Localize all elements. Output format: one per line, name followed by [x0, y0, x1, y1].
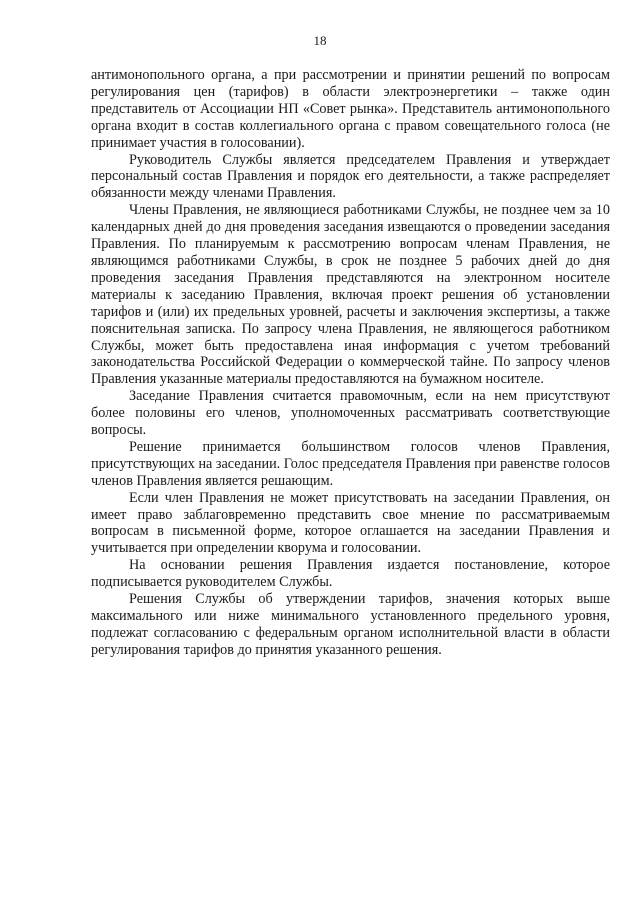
paragraph-2: Руководитель Службы является председателем Правления и утверждает персональный состав Правления и порядок его деятельности, а также распределяет обязанности между членами Правления.: [91, 151, 610, 202]
paragraph-3: Члены Правления, не являющиеся работниками Службы, не позднее чем за 10 календарных дней до дня проведения заседания извещаются о проведении заседания Правления. По планируемым к рассмотрению вопросам членам Правления, не являющимся работниками Службы, в срок не позднее 5 рабочих дней до дня проведения заседания Правления представляются на электронном носителе материалы к заседанию Правления, включая проект решения об установлении тарифов и (или) их предельных уровней, расчеты и заключения экспертизы, а также пояснительная записка. По запросу члена Правления, не являющегося работником Службы, может быть предоставлена иная информация с учетом требований законодательства Российской Федерации о коммерческой тайне. По запросу членов Правления указанные материалы предоставляются на бумажном носителе.: [91, 202, 610, 388]
document-body: [91, 67, 610, 659]
paragraph-7: На основании решения Правления издается постановление, которое подписывается руководителем Службы.: [91, 557, 610, 591]
paragraph-5: Решение принимается большинством голосов членов Правления, присутствующих на заседании. Голос председателя Правления при равенстве голосов членов Правления является решающим.: [91, 438, 610, 489]
paragraph-6: Если член Правления не может присутствовать на заседании Правления, он имеет право заблаговременно представить свое мнение по рассматриваемым вопросам в письменной форме, которое оглашается на заседании Правления и учитывается при определении кворума и голосовании.: [91, 489, 610, 557]
paragraph-4: Заседание Правления считается правомочным, если на нем присутствуют более половины его членов, уполномоченных рассматривать соответствующие вопросы.: [91, 388, 610, 439]
page-number: 18: [313, 33, 327, 48]
paragraph-1: антимонопольного органа, а при рассмотрении и принятии решений по вопросам регулирования цен (тарифов) в области электроэнергетики – также один представитель от Ассоциации НП «Совет рынка». Представитель антимонопольного органа входит в состав коллегиального органа с правом совещательного голоса (не принимает участия в голосовании).: [91, 67, 610, 151]
paragraph-8: Решения Службы об утверждении тарифов, значения которых выше максимального или ниже минимального установленного предельного уровня, подлежат согласованию с федеральным органом исполнительной власти в области регулирования тарифов до принятия указанного решения.: [91, 591, 610, 658]
